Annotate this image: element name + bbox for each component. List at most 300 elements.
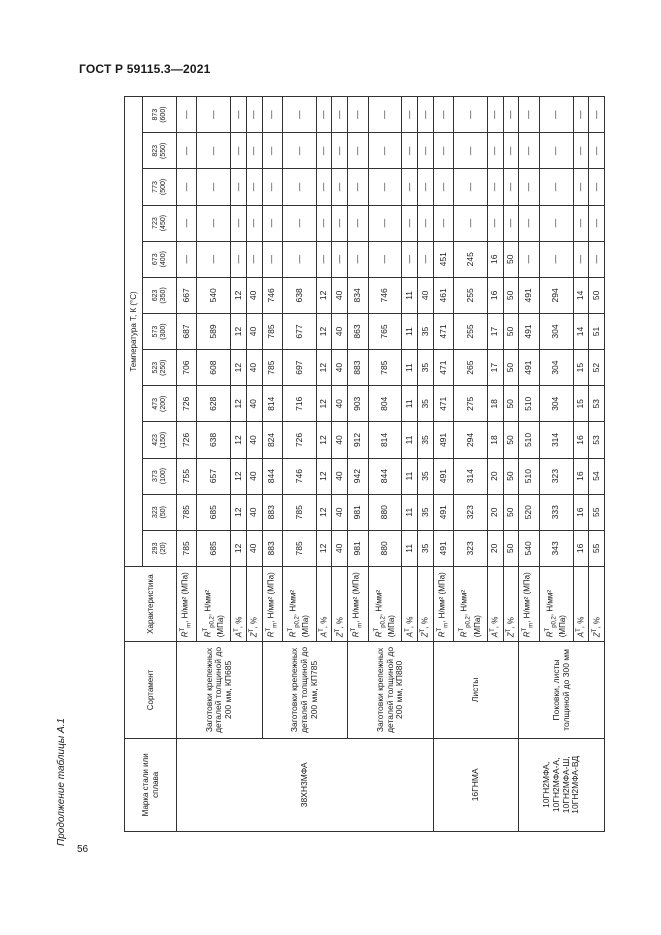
cell-value: — <box>539 241 573 277</box>
cell-value: 40 <box>246 530 262 566</box>
cell-value: 294 <box>539 277 573 313</box>
cell-product: Заготовки крепежных деталей толщиной до 200 мм, КП785 <box>262 642 348 738</box>
cell-value: 314 <box>454 458 488 494</box>
cell-value: 657 <box>197 458 231 494</box>
cell-value: 883 <box>262 530 282 566</box>
cell-value: 491 <box>433 530 453 566</box>
cell-value: — <box>177 241 197 277</box>
cell-value: 12 <box>231 386 247 422</box>
cell-characteristic: $A^T$, % <box>487 566 503 641</box>
cell-value: 20 <box>487 458 503 494</box>
cell-value: 814 <box>368 422 402 458</box>
cell-value: 726 <box>177 422 197 458</box>
header-temp-873 <box>143 97 177 133</box>
cell-value: — <box>348 97 368 133</box>
cell-value: 685 <box>197 530 231 566</box>
cell-value: — <box>231 133 247 169</box>
header-product: Сортамент <box>125 642 177 738</box>
cell-value: 40 <box>418 277 434 313</box>
cell-value: — <box>231 205 247 241</box>
cell-value: 716 <box>283 386 317 422</box>
cell-value: 12 <box>316 386 332 422</box>
cell-value: 880 <box>368 494 402 530</box>
cell-value: — <box>316 241 332 277</box>
cell-value: — <box>433 205 453 241</box>
cell-value: 35 <box>418 313 434 349</box>
cell-value: 677 <box>283 313 317 349</box>
cell-value: 53 <box>589 422 605 458</box>
cell-value: — <box>539 205 573 241</box>
cell-value: 589 <box>197 313 231 349</box>
cell-value: — <box>368 133 402 169</box>
cell-value: 451 <box>433 241 453 277</box>
cell-value: — <box>231 97 247 133</box>
temp-kelvin: 873 <box>151 108 159 121</box>
cell-value: 785 <box>262 313 282 349</box>
cell-value: — <box>519 133 539 169</box>
cell-value: 16 <box>573 458 589 494</box>
header-temp-723 <box>143 205 177 241</box>
cell-value: 35 <box>418 494 434 530</box>
cell-value: 883 <box>348 350 368 386</box>
cell-value: — <box>433 169 453 205</box>
cell-value: 40 <box>246 458 262 494</box>
cell-value: — <box>402 97 418 133</box>
cell-value: 540 <box>197 277 231 313</box>
cell-value: — <box>573 97 589 133</box>
cell-characteristic: $Z^T$, % <box>418 566 434 641</box>
cell-value: — <box>368 241 402 277</box>
cell-value: 16 <box>573 494 589 530</box>
cell-value: — <box>197 97 231 133</box>
cell-value: 608 <box>197 350 231 386</box>
cell-value: — <box>402 169 418 205</box>
cell-value: 12 <box>316 422 332 458</box>
cell-value: 785 <box>283 530 317 566</box>
cell-value: 11 <box>402 422 418 458</box>
cell-value: 942 <box>348 458 368 494</box>
cell-value: 323 <box>454 494 488 530</box>
temp-kelvin: 523 <box>151 361 159 374</box>
cell-value: — <box>519 205 539 241</box>
temp-celsius: (500) <box>159 178 167 196</box>
cell-value: — <box>454 169 488 205</box>
header-temp-423 <box>143 422 177 458</box>
cell-value: — <box>487 169 503 205</box>
cell-value: 11 <box>402 494 418 530</box>
cell-characteristic: $R^T_m$, Н/мм² (МПа) <box>177 566 197 641</box>
cell-value: — <box>246 241 262 277</box>
cell-value: — <box>402 133 418 169</box>
temp-celsius: (400) <box>159 251 167 268</box>
cell-value: — <box>332 133 348 169</box>
cell-value: 40 <box>332 422 348 458</box>
cell-value: 755 <box>177 458 197 494</box>
cell-value: 11 <box>402 313 418 349</box>
header-temp-773 <box>143 169 177 205</box>
cell-value: 11 <box>402 277 418 313</box>
cell-characteristic: $Z^T$, % <box>503 566 519 641</box>
cell-value: 17 <box>487 313 503 349</box>
cell-value: — <box>589 133 605 169</box>
cell-value: 981 <box>348 530 368 566</box>
cell-value: 667 <box>177 277 197 313</box>
header-temp-293 <box>143 530 177 566</box>
header-temp-573 <box>143 313 177 349</box>
cell-value: 333 <box>539 494 573 530</box>
cell-value: 12 <box>231 350 247 386</box>
cell-value: 785 <box>177 530 197 566</box>
cell-value: 638 <box>197 422 231 458</box>
cell-value: 12 <box>316 277 332 313</box>
cell-value: 265 <box>454 350 488 386</box>
cell-value: 491 <box>519 313 539 349</box>
cell-characteristic: $A^T$, % <box>573 566 589 641</box>
cell-grade: 10ГН2МФА, 10ГН2МФА-А, 10ГН2МФА-Ш, 10ГН2МФА-ВД <box>519 738 605 831</box>
cell-value: 11 <box>402 386 418 422</box>
cell-value: 14 <box>573 277 589 313</box>
cell-value: 685 <box>197 494 231 530</box>
cell-value: — <box>503 169 519 205</box>
header-temp-823 <box>143 133 177 169</box>
cell-value: — <box>246 133 262 169</box>
temp-kelvin: 573 <box>151 325 159 338</box>
cell-value: 40 <box>332 350 348 386</box>
cell-value: — <box>348 205 368 241</box>
cell-value: 294 <box>454 422 488 458</box>
header-temp-523 <box>143 350 177 386</box>
cell-value: 746 <box>368 277 402 313</box>
cell-value: 510 <box>519 458 539 494</box>
cell-value: — <box>283 241 317 277</box>
cell-value: 912 <box>348 422 368 458</box>
cell-value: — <box>487 133 503 169</box>
cell-value: 824 <box>262 422 282 458</box>
cell-value: 52 <box>589 350 605 386</box>
cell-value: — <box>573 241 589 277</box>
temp-celsius: (550) <box>159 142 167 159</box>
cell-value: 540 <box>519 530 539 566</box>
cell-value: 50 <box>503 530 519 566</box>
cell-value: 834 <box>348 277 368 313</box>
cell-value: — <box>197 241 231 277</box>
cell-value: 804 <box>368 386 402 422</box>
cell-value: — <box>262 205 282 241</box>
cell-value: 40 <box>332 313 348 349</box>
cell-value: 12 <box>231 313 247 349</box>
cell-characteristic: $R^T_m$, Н/мм² (МПа) <box>348 566 368 641</box>
cell-value: — <box>503 205 519 241</box>
cell-value: — <box>231 241 247 277</box>
cell-value: 638 <box>283 277 317 313</box>
table-row <box>348 97 368 832</box>
cell-value: 461 <box>433 277 453 313</box>
cell-value: 50 <box>503 422 519 458</box>
cell-value: 15 <box>573 386 589 422</box>
cell-value: 40 <box>246 350 262 386</box>
cell-value: 40 <box>332 530 348 566</box>
header-temp-623 <box>143 277 177 313</box>
cell-characteristic: $R^T_{p0,2}$, Н/мм² (МПа) <box>368 566 402 641</box>
cell-characteristic: $A^T$, % <box>316 566 332 641</box>
temp-kelvin: 423 <box>151 434 159 446</box>
cell-value: — <box>454 97 488 133</box>
cell-value: — <box>418 97 434 133</box>
table-caption: Продолжение таблицы А.1 <box>56 718 67 846</box>
cell-value: 20 <box>487 530 503 566</box>
cell-value: — <box>487 97 503 133</box>
cell-value: 323 <box>454 530 488 566</box>
cell-value: — <box>503 97 519 133</box>
cell-value: 12 <box>231 277 247 313</box>
cell-value: 491 <box>519 277 539 313</box>
temp-celsius: (200) <box>159 395 167 412</box>
cell-value: — <box>573 205 589 241</box>
cell-value: — <box>487 205 503 241</box>
cell-value: 50 <box>503 458 519 494</box>
cell-value: 746 <box>283 458 317 494</box>
cell-value: 18 <box>487 386 503 422</box>
cell-characteristic: $R^T_{p0,2}$, Н/мм² (МПа) <box>197 566 231 641</box>
cell-value: — <box>433 133 453 169</box>
cell-value: — <box>589 205 605 241</box>
cell-value: — <box>197 169 231 205</box>
cell-value: 35 <box>418 386 434 422</box>
cell-value: 343 <box>539 530 573 566</box>
table-row <box>177 97 197 832</box>
cell-value: 785 <box>177 494 197 530</box>
header-grade: Марка стали или сплава <box>125 738 177 831</box>
cell-product: Заготовки крепежных деталей толщиной до 200 мм, КП880 <box>348 642 434 738</box>
temp-celsius: (100) <box>159 467 167 485</box>
header-temp-373 <box>143 458 177 494</box>
cell-value: 981 <box>348 494 368 530</box>
cell-value: 814 <box>262 386 282 422</box>
cell-value: — <box>316 133 332 169</box>
cell-value: 40 <box>246 313 262 349</box>
temp-celsius: (150) <box>159 431 167 449</box>
cell-value: 471 <box>433 386 453 422</box>
cell-value: — <box>177 205 197 241</box>
cell-value: 17 <box>487 350 503 386</box>
cell-value: 12 <box>316 313 332 349</box>
header-temp-323 <box>143 494 177 530</box>
temp-kelvin: 373 <box>151 470 159 482</box>
cell-value: 687 <box>177 313 197 349</box>
cell-value: — <box>262 133 282 169</box>
cell-value: — <box>368 169 402 205</box>
cell-characteristic: $Z^T$, % <box>246 566 262 641</box>
cell-value: 35 <box>418 422 434 458</box>
cell-value: 54 <box>589 458 605 494</box>
cell-value: — <box>539 97 573 133</box>
cell-value: — <box>454 205 488 241</box>
cell-grade: 16ГНМА <box>433 738 519 831</box>
cell-product: Поковки, листы толщиной до 300 мм <box>519 642 605 738</box>
cell-value: 50 <box>503 277 519 313</box>
cell-value: 15 <box>573 350 589 386</box>
cell-product: Заготовки крепежных деталей толщиной до 200 мм, КП685 <box>177 642 263 738</box>
cell-value: — <box>177 169 197 205</box>
temp-kelvin: 623 <box>151 289 159 302</box>
temp-celsius: (300) <box>159 323 167 340</box>
cell-value: 883 <box>262 494 282 530</box>
cell-value: 40 <box>246 386 262 422</box>
cell-value: 12 <box>231 530 247 566</box>
cell-value: — <box>262 97 282 133</box>
cell-value: 491 <box>433 494 453 530</box>
document-header: ГОСТ Р 59115.3—2021 <box>79 62 211 76</box>
cell-value: 491 <box>433 458 453 494</box>
cell-value: 16 <box>573 422 589 458</box>
cell-value: 697 <box>283 350 317 386</box>
cell-value: 11 <box>402 350 418 386</box>
cell-value: 491 <box>519 350 539 386</box>
cell-value: — <box>454 133 488 169</box>
cell-value: 275 <box>454 386 488 422</box>
cell-value: 510 <box>519 386 539 422</box>
cell-grade: 38ХН3МФА <box>177 738 434 831</box>
cell-characteristic: $R^T_m$, Н/мм² (МПа) <box>433 566 453 641</box>
cell-value: 12 <box>316 350 332 386</box>
cell-value: 40 <box>332 494 348 530</box>
cell-value: 40 <box>246 422 262 458</box>
cell-characteristic: $Z^T$, % <box>589 566 605 641</box>
cell-value: 726 <box>177 386 197 422</box>
cell-value: — <box>402 205 418 241</box>
cell-value: 35 <box>418 350 434 386</box>
cell-value: 706 <box>177 350 197 386</box>
cell-value: 50 <box>503 350 519 386</box>
cell-value: — <box>197 133 231 169</box>
cell-value: — <box>246 169 262 205</box>
cell-value: 12 <box>231 458 247 494</box>
cell-value: — <box>348 133 368 169</box>
cell-value: 903 <box>348 386 368 422</box>
cell-value: 16 <box>573 530 589 566</box>
temp-kelvin: 823 <box>151 144 159 157</box>
cell-value: — <box>332 97 348 133</box>
cell-value: — <box>177 97 197 133</box>
cell-value: 16 <box>487 241 503 277</box>
cell-value: — <box>418 133 434 169</box>
cell-value: 785 <box>368 350 402 386</box>
cell-value: 520 <box>519 494 539 530</box>
table-header-row <box>125 97 143 832</box>
temp-kelvin: 723 <box>151 217 159 229</box>
cell-value: 12 <box>231 494 247 530</box>
cell-value: 880 <box>368 530 402 566</box>
cell-value: — <box>519 169 539 205</box>
cell-value: — <box>402 241 418 277</box>
table-row <box>433 97 453 832</box>
cell-value: — <box>262 169 282 205</box>
cell-value: — <box>262 241 282 277</box>
cell-value: — <box>418 241 434 277</box>
header-temperature-group: Температура T, К (°С) <box>125 97 143 567</box>
cell-value: 304 <box>539 386 573 422</box>
cell-value: 20 <box>487 494 503 530</box>
cell-value: — <box>573 169 589 205</box>
cell-value: 863 <box>348 313 368 349</box>
cell-characteristic: $R^T_m$, Н/мм² (МПа) <box>519 566 539 641</box>
cell-value: — <box>316 205 332 241</box>
cell-value: 53 <box>589 386 605 422</box>
header-temp-473 <box>143 386 177 422</box>
cell-value: 35 <box>418 458 434 494</box>
temp-celsius: (50) <box>159 506 167 519</box>
cell-value: — <box>519 97 539 133</box>
cell-characteristic: $R^T_{p0,2}$, Н/мм² (МПа) <box>454 566 488 641</box>
cell-value: 726 <box>283 422 317 458</box>
cell-value: 491 <box>433 422 453 458</box>
cell-value: — <box>573 133 589 169</box>
cell-value: 50 <box>503 386 519 422</box>
cell-value: 40 <box>332 458 348 494</box>
cell-value: — <box>246 205 262 241</box>
cell-value: 11 <box>402 530 418 566</box>
cell-value: 50 <box>503 241 519 277</box>
cell-value: — <box>589 97 605 133</box>
cell-value: 40 <box>332 277 348 313</box>
cell-value: 55 <box>589 494 605 530</box>
cell-value: — <box>231 169 247 205</box>
cell-value: 50 <box>503 313 519 349</box>
cell-value: — <box>332 241 348 277</box>
table-row <box>262 97 282 832</box>
cell-value: 304 <box>539 350 573 386</box>
mechanical-properties-table <box>124 96 605 832</box>
cell-value: — <box>348 169 368 205</box>
table-row <box>519 97 539 832</box>
cell-value: 40 <box>332 386 348 422</box>
cell-value: — <box>368 205 402 241</box>
cell-value: — <box>332 205 348 241</box>
temp-kelvin: 323 <box>151 506 159 519</box>
cell-value: 55 <box>589 530 605 566</box>
cell-value: — <box>283 97 317 133</box>
cell-value: — <box>283 169 317 205</box>
cell-value: — <box>589 241 605 277</box>
cell-value: 471 <box>433 350 453 386</box>
cell-value: — <box>177 133 197 169</box>
cell-value: 40 <box>246 277 262 313</box>
cell-value: 12 <box>231 422 247 458</box>
cell-value: — <box>283 133 317 169</box>
cell-value: 785 <box>283 494 317 530</box>
properties-table-wrapper <box>124 96 605 832</box>
cell-value: — <box>283 205 317 241</box>
cell-value: 12 <box>316 530 332 566</box>
cell-value: — <box>246 97 262 133</box>
cell-value: 628 <box>197 386 231 422</box>
cell-value: 50 <box>503 494 519 530</box>
cell-value: — <box>589 169 605 205</box>
cell-characteristic: $A^T$, % <box>402 566 418 641</box>
cell-value: — <box>316 169 332 205</box>
cell-characteristic: $A^T$, % <box>231 566 247 641</box>
cell-value: 785 <box>262 350 282 386</box>
cell-value: — <box>418 205 434 241</box>
cell-value: — <box>368 97 402 133</box>
cell-characteristic: $Z^T$, % <box>332 566 348 641</box>
cell-value: — <box>433 97 453 133</box>
header-temp-673 <box>143 241 177 277</box>
temp-celsius: (600) <box>159 106 167 123</box>
cell-value: 255 <box>454 277 488 313</box>
page-number: 56 <box>77 844 89 855</box>
cell-value: 765 <box>368 313 402 349</box>
